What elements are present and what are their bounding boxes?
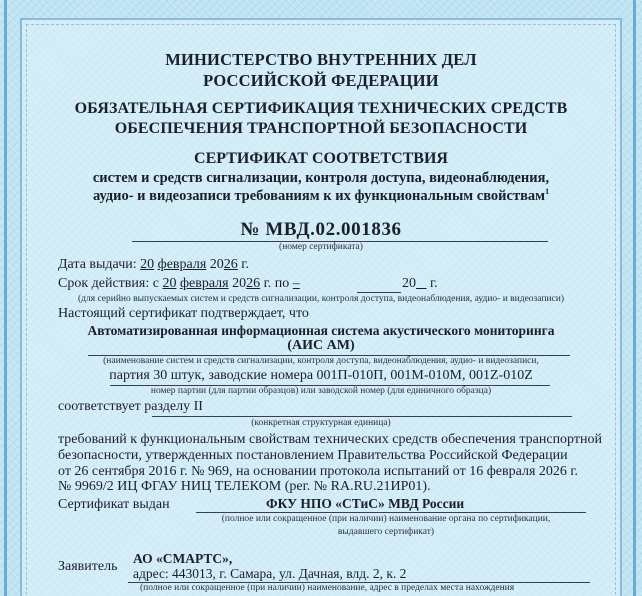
ministry-line-1: МИНИСТЕРСТВО ВНУТРЕННИХ ДЕЛ bbox=[165, 50, 477, 69]
ministry-line-2: РОССИЙСКОЙ ФЕДЕРАЦИИ bbox=[203, 71, 439, 90]
requirements-line-3: от 26 сентября 2016 г. № 969, на основании протокола испытаний от 16 февраля 2026 г. bbox=[58, 464, 579, 479]
batch-caption: номер партии (для партии образцов) или заводской номер (для единичного образца) bbox=[150, 386, 492, 396]
confirms-label: Настоящий сертификат подтверждает, что bbox=[58, 306, 309, 321]
subtitle-line-1: систем и средств сигнализации, контроля доступа, видеонаблюдения, bbox=[92, 170, 550, 186]
number-caption: (номер сертификата) bbox=[279, 242, 363, 252]
product-caption: (наименование систем и средств сигнализации, контроля доступа, видеонаблюдения, аудио- и видеозаписи, bbox=[103, 356, 539, 366]
conforms-label: соответствует bbox=[58, 399, 141, 414]
issuer-rule bbox=[196, 512, 586, 513]
conforms-value: разделу II bbox=[144, 399, 203, 414]
issuer-value: ФКУ НПО «СТиС» МВД России bbox=[266, 496, 465, 511]
product-short-name: (АИС АМ) bbox=[287, 338, 355, 353]
validity-period: Срок действия: с 20 февраля 2026 г. по – bbox=[58, 276, 300, 291]
applicant-label: Заявитель bbox=[58, 559, 118, 574]
program-line-1: ОБЯЗАТЕЛЬНАЯ СЕРТИФИКАЦИЯ ТЕХНИЧЕСКИХ СРЕДСТВ bbox=[74, 100, 568, 117]
conforms-caption: (конкретная структурная единица) bbox=[251, 418, 391, 428]
certificate-title: СЕРТИФИКАТ СООТВЕТСТВИЯ bbox=[194, 150, 448, 167]
certificate-number: № МВД.02.001836 bbox=[240, 219, 402, 240]
requirements-line-1: требований к функциональным свойствам технических средств обеспечения транспортной bbox=[58, 432, 602, 447]
footnote-mark: 1 bbox=[545, 187, 550, 196]
issuer-caption-1: (полное или сокращенное (при наличии) наименование органа по сертификации, bbox=[221, 514, 551, 524]
applicant-address: адрес: 443013, г. Самара, ул. Дачная, влд. 2, к. 2 bbox=[133, 566, 407, 581]
conforms-row bbox=[58, 399, 203, 415]
validity-blank-rule bbox=[357, 292, 401, 293]
program-line-2: ОБЕСПЕЧЕНИЯ ТРАНСПОРТНОЙ БЕЗОПАСНОСТИ bbox=[114, 120, 528, 137]
batch-text: партия 30 штук, заводские номера 001П-010П, 001М-010М, 001Z-010Z bbox=[109, 368, 533, 383]
issuer-caption-2: выдавшего сертификат) bbox=[337, 527, 435, 537]
applicant-caption: (полное или сокращенное (при наличии) наименование, адрес в пределах места нахождения bbox=[140, 583, 515, 593]
validity-caption: (для серийно выпускаемых систем и средств сигнализации, контроля доступа, видеонаблюдения, аудио- и видеозаписи) bbox=[77, 294, 565, 304]
issue-date: Дата выдачи: 20 февраля 2026 г. bbox=[58, 257, 249, 272]
applicant-name: АО «СМАРТС», bbox=[133, 551, 233, 566]
issuer-label: Сертификат выдан bbox=[58, 497, 170, 512]
conforms-rule bbox=[152, 416, 572, 417]
requirements-line-4: № 9969/2 ИЦ ФГАУ НИЦ ТЕЛЕКОМ (рег. № RA.RU.21ИР01). bbox=[58, 479, 431, 494]
validity-year-tail: 20 г. bbox=[402, 276, 438, 291]
requirements-line-2: безопасности, утвержденных постановлением Правительства Российской Федерации bbox=[58, 448, 568, 463]
subtitle-line-2: аудио- и видеозаписи требованиям к их функциональным свойствам$^1$ bbox=[92, 187, 550, 204]
product-name: Автоматизированная информационная система акустического мониторинга bbox=[87, 323, 555, 338]
